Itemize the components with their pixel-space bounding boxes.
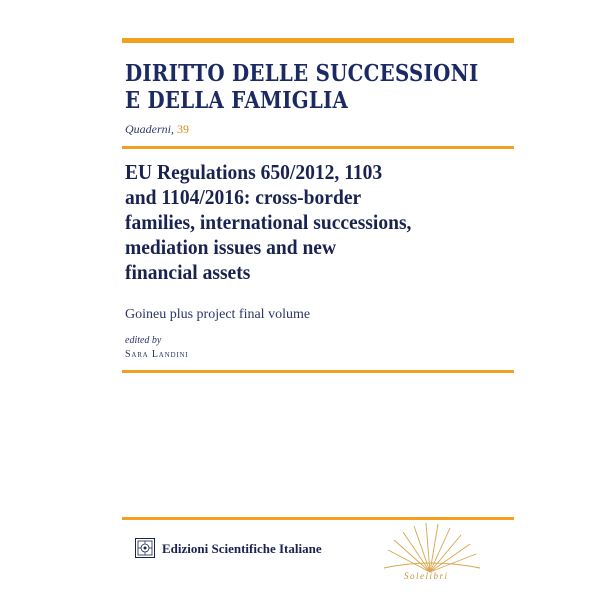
edited-by-label: edited by — [125, 335, 162, 346]
publisher-seal-icon — [135, 538, 155, 558]
book-title-line: EU Regulations 650/2012, 1103 — [125, 160, 383, 184]
quaderni-number: 39 — [177, 122, 189, 136]
book-title-line: mediation issues and new — [125, 235, 337, 259]
book-subtitle: Goineu plus project final volume — [125, 307, 311, 322]
rule-below-editor — [122, 370, 514, 373]
book-title — [125, 160, 488, 285]
series-title — [125, 60, 479, 114]
editor-name: Sara Landini — [125, 349, 189, 360]
book-title-line: families, international successions, — [125, 210, 412, 234]
book-title-line: and 1104/2016: cross-border — [125, 185, 362, 209]
rule-below-series — [122, 146, 514, 149]
book-title-line: financial assets — [125, 260, 251, 284]
series-title-line-1: DIRITTO DELLE SUCCESSIONI — [125, 60, 479, 87]
quaderni-label: Quaderni, — [125, 122, 174, 136]
retailer-name: Solelibri — [404, 571, 449, 581]
publisher-name: Edizioni Scientifiche Italiane — [162, 541, 322, 556]
series-volume — [125, 122, 189, 137]
top-rule — [122, 38, 514, 43]
series-title-line-2: E DELLA FAMIGLIA — [125, 87, 349, 114]
